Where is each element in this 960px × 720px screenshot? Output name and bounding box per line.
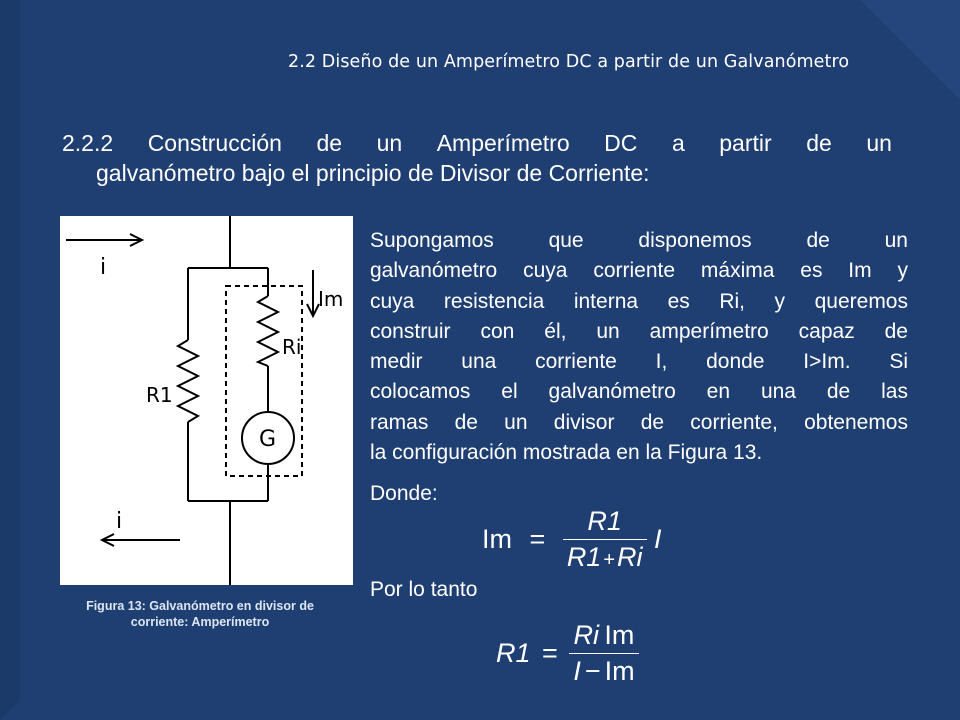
eq1-lhs: Im xyxy=(482,524,512,554)
eq2-lhs: R1 xyxy=(496,638,531,668)
eq1-numerator xyxy=(563,506,647,540)
eq1-fraction xyxy=(563,506,647,573)
heading-word: un xyxy=(866,130,892,156)
figure-caption xyxy=(40,598,360,630)
caption-line-1: Figura 13: Galvanómetro en divisor de xyxy=(86,599,314,613)
heading-word: DC xyxy=(604,130,638,156)
body-paragraph xyxy=(370,226,908,468)
heading-number: 2.2.2 xyxy=(62,130,114,156)
eq1-den-r1: R1 xyxy=(566,542,602,572)
eq2-num-ri: Ri xyxy=(573,620,600,650)
eq2-num-im: Im xyxy=(604,620,635,650)
eq2-denominator xyxy=(569,654,638,687)
body-line: medir una corriente I, donde I>Im. Si xyxy=(370,350,908,374)
heading-word: un xyxy=(376,130,403,156)
label-i-top: i xyxy=(100,255,107,280)
body-line: la configuración mostrada en la Figura 13. xyxy=(370,441,763,465)
eq1-equals: = xyxy=(529,524,546,554)
heading-word: a xyxy=(671,130,685,156)
slide-header-title: 2.2 Diseño de un Amperímetro DC a partir de un Galvanómetro xyxy=(288,52,850,72)
eq2-numerator xyxy=(569,620,638,654)
heading-word: de xyxy=(316,130,343,156)
eq1-denominator xyxy=(563,540,647,573)
heading-word: Construcción xyxy=(147,130,282,156)
body-line: construir con él, un amperímetro capaz de xyxy=(370,319,908,343)
label-r1: R1 xyxy=(146,383,173,407)
body-line: Supongamos que disponemos de un xyxy=(370,229,908,252)
heading-word: partir xyxy=(719,130,772,156)
body-line: galvanómetro cuya corriente máxima es Im y xyxy=(370,259,908,283)
eq2-den-im: Im xyxy=(604,656,635,686)
heading-line-1 xyxy=(62,128,892,158)
section-heading xyxy=(62,128,892,188)
equation-im xyxy=(482,506,662,573)
heading-line-2: galvanómetro bajo el principio de Divisor de Corriente: xyxy=(96,160,650,186)
label-ri: Ri xyxy=(282,335,302,359)
circuit-diagram xyxy=(60,216,353,585)
eq1-den-ri: Ri xyxy=(617,542,643,572)
body-line: cuya resistencia interna es Ri, y queremos xyxy=(370,289,908,313)
label-i-bottom: i xyxy=(116,509,123,534)
equation-r1 xyxy=(496,620,639,687)
eq2-fraction xyxy=(569,620,638,687)
eq2-den-i: I xyxy=(573,656,581,686)
eq1-plus: + xyxy=(603,549,616,571)
body-line: ramas de un divisor de corriente, obtenemos xyxy=(370,410,908,434)
caption-line-2: corriente: Amperímetro xyxy=(130,615,270,629)
heading-word: de xyxy=(806,130,832,156)
heading-word: Amperímetro xyxy=(436,130,570,156)
eq2-minus: − xyxy=(584,656,601,686)
label-g: G xyxy=(259,427,277,452)
label-im: Im xyxy=(318,287,344,311)
body-line: colocamos el galvanómetro en una de las xyxy=(370,380,908,404)
donde-label: Donde: xyxy=(370,482,438,505)
eq1-factor: I xyxy=(654,524,662,554)
circuit-figure xyxy=(60,216,353,585)
por-lo-tanto-label: Por lo tanto xyxy=(370,578,478,601)
eq1-num-r1: R1 xyxy=(587,506,622,536)
eq2-equals: = xyxy=(542,638,558,668)
